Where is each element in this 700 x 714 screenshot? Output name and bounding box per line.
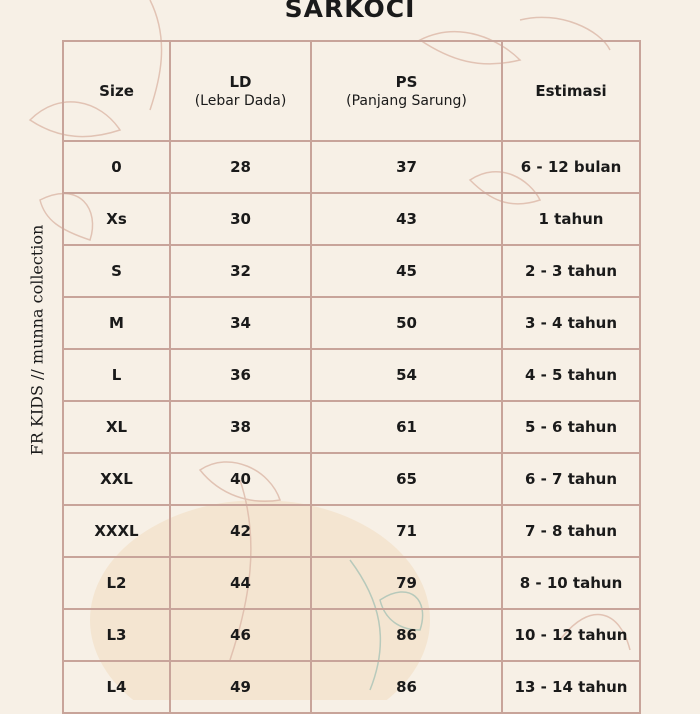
size-cell: L2 <box>63 557 170 609</box>
header-cell <box>502 41 640 141</box>
table-row <box>63 245 640 297</box>
estimasi-cell: 13 - 14 tahun <box>502 661 640 713</box>
header-sublabel: (Panjang Sarung) <box>346 93 467 109</box>
table-header-row <box>63 41 640 141</box>
table-row <box>63 401 640 453</box>
estimasi-cell: 8 - 10 tahun <box>502 557 640 609</box>
page-title: SARKOCI <box>284 0 416 23</box>
table-row <box>63 557 640 609</box>
estimasi-cell: 10 - 12 tahun <box>502 609 640 661</box>
header-label: Size <box>99 82 134 100</box>
ld-cell: 34 <box>170 297 311 349</box>
header-label: PS <box>395 73 418 91</box>
header-label: LD <box>229 73 252 91</box>
size-cell: 0 <box>63 141 170 193</box>
ld-cell: 40 <box>170 453 311 505</box>
table-row <box>63 141 640 193</box>
size-cell: L <box>63 349 170 401</box>
ps-cell: 37 <box>311 141 502 193</box>
table-row <box>63 453 640 505</box>
table-row <box>63 609 640 661</box>
ld-cell: 46 <box>170 609 311 661</box>
header-label: Estimasi <box>535 82 607 100</box>
header-sublabel: (Lebar Dada) <box>194 93 287 109</box>
ps-cell: 61 <box>311 401 502 453</box>
ld-cell: 38 <box>170 401 311 453</box>
table-row <box>63 505 640 557</box>
size-cell: XXXL <box>63 505 170 557</box>
estimasi-cell: 4 - 5 tahun <box>502 349 640 401</box>
ld-cell: 28 <box>170 141 311 193</box>
estimasi-cell: 2 - 3 tahun <box>502 245 640 297</box>
size-cell: S <box>63 245 170 297</box>
ld-cell: 42 <box>170 505 311 557</box>
size-cell: XXL <box>63 453 170 505</box>
ps-cell: 65 <box>311 453 502 505</box>
ld-cell: 49 <box>170 661 311 713</box>
table-row <box>63 297 640 349</box>
ps-cell: 71 <box>311 505 502 557</box>
size-chart-table <box>62 40 641 714</box>
brand-vertical-label: FR KIDS // munna collection <box>27 224 47 456</box>
header-cell <box>170 41 311 141</box>
ld-cell: 36 <box>170 349 311 401</box>
header-cell <box>63 41 170 141</box>
ps-cell: 86 <box>311 609 502 661</box>
estimasi-cell: 5 - 6 tahun <box>502 401 640 453</box>
estimasi-cell: 3 - 4 tahun <box>502 297 640 349</box>
ps-cell: 54 <box>311 349 502 401</box>
table-row <box>63 661 640 713</box>
estimasi-cell: 6 - 7 tahun <box>502 453 640 505</box>
estimasi-cell: 6 - 12 bulan <box>502 141 640 193</box>
size-cell: M <box>63 297 170 349</box>
estimasi-cell: 1 tahun <box>502 193 640 245</box>
table-row <box>63 193 640 245</box>
table-row <box>63 349 640 401</box>
size-cell: L4 <box>63 661 170 713</box>
size-cell: L3 <box>63 609 170 661</box>
size-cell: Xs <box>63 193 170 245</box>
size-cell: XL <box>63 401 170 453</box>
ps-cell: 86 <box>311 661 502 713</box>
ps-cell: 50 <box>311 297 502 349</box>
ps-cell: 45 <box>311 245 502 297</box>
ps-cell: 79 <box>311 557 502 609</box>
ps-cell: 43 <box>311 193 502 245</box>
header-cell <box>311 41 502 141</box>
ld-cell: 32 <box>170 245 311 297</box>
ld-cell: 44 <box>170 557 311 609</box>
estimasi-cell: 7 - 8 tahun <box>502 505 640 557</box>
ld-cell: 30 <box>170 193 311 245</box>
